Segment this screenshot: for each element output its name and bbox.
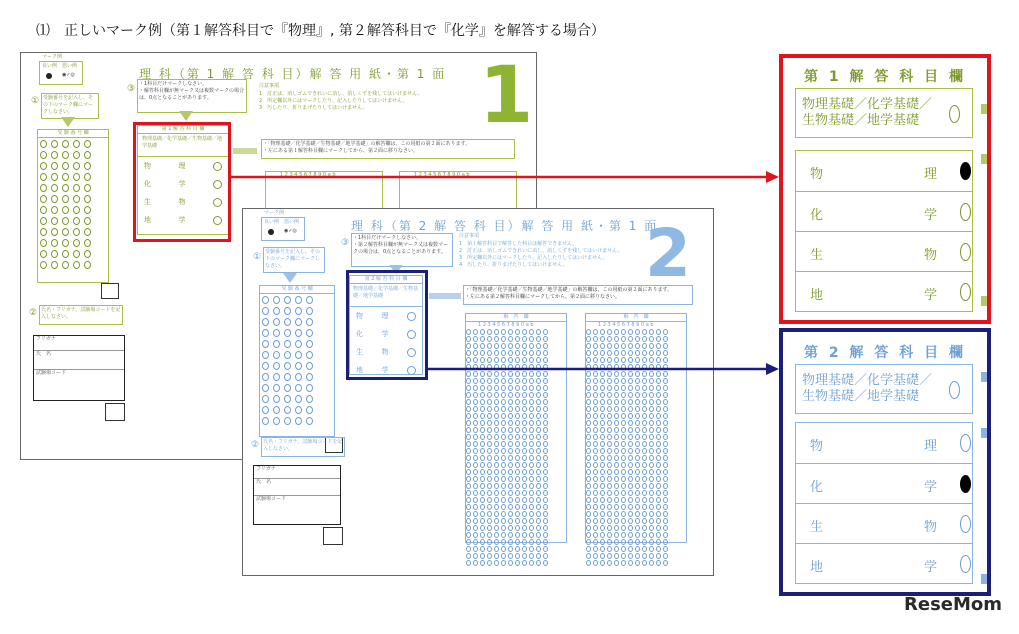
zoom-basic-line1: 物理基礎／化学基礎／: [802, 97, 933, 112]
arrow-note: ・「物理基礎／化学基礎／生物基礎／地学基礎」の解答欄は、この用紙の第２面にあります。 ・左にある第１解答科目欄にマークしてから、第２面に移りなさい。: [261, 139, 515, 159]
bubble-empty[interactable]: [960, 434, 971, 452]
side-tab-icon: [981, 372, 987, 382]
subject-left-char: 物: [356, 312, 363, 320]
note-item: 1 第１解答科目で解答した科目は解答できません。: [459, 241, 578, 247]
venue-code-label: 試験場コード: [256, 496, 287, 502]
zoom-subject-left: 地: [810, 560, 824, 575]
bad-example-label: 悪い例: [62, 63, 78, 69]
sheet-big-number: 2: [645, 215, 691, 292]
bubble-empty[interactable]: [960, 555, 971, 573]
side-tab-icon: [981, 296, 987, 306]
answer-digits: 1 2 3 4 5 6 7 8 9 0 a b: [478, 322, 534, 328]
zoom-subject-list: [795, 422, 973, 584]
red-connector-arrow: [231, 171, 779, 183]
bubble-filled[interactable]: [960, 162, 971, 180]
note-item: 4 汚したり、折りまげたりしてはいけません。: [459, 262, 568, 268]
subject-right-char: 学: [381, 330, 389, 338]
subject-left-char: 地: [356, 366, 363, 374]
side-tab-icon: [981, 154, 987, 164]
zoom-subject-row: [796, 543, 972, 583]
zoom-title: 第 1 解 答 科 目 欄: [804, 69, 966, 85]
subject-left-char: 生: [144, 198, 151, 206]
zoom-subject-row: [796, 463, 972, 503]
name-label: 氏 名: [34, 351, 124, 370]
answer-header: 解 答 欄: [586, 314, 686, 322]
answer-header: 解 答 欄: [466, 314, 566, 322]
step-3-number: ③: [127, 84, 136, 94]
step-2-number: ②: [251, 440, 260, 450]
side-tab-icon: [981, 574, 987, 584]
answer-digits: 1 2 3 4 5 6 7 8 9 0 a b: [414, 172, 470, 178]
bad-mark-icons: ◉✓◎: [62, 72, 75, 78]
arrow-note: ・「物理基礎／化学基礎／生物基礎／地学基礎」の解答欄は、この用紙の第２面にあります。 ・左にある第２解答科目欄にマークしてから、第２面に移りなさい。: [463, 285, 693, 305]
page-heading: ⑴ 正しいマーク例（第１解答科目で『物理』, 第２解答科目で『化学』を解答する場合）: [36, 23, 605, 39]
note-item: 3 汚したり、折りまげたりしてはいけません。: [259, 105, 368, 111]
zoom-subject-left: 物: [810, 439, 824, 454]
notes-title: 注意事項: [259, 83, 280, 89]
subject-left-char: 生: [356, 348, 363, 356]
bubble-filled[interactable]: [960, 475, 971, 493]
subject-box-title: 第 2 解 答 科 目 欄: [350, 276, 422, 284]
subject-left-char: 地: [144, 216, 151, 224]
furigana-label: フリガナ: [254, 466, 340, 479]
bad-mark-icons: ◉✓◎: [284, 228, 297, 234]
zoom-basic-box: [795, 364, 973, 414]
mark-example-label: マーク例: [42, 54, 63, 60]
zoom-subject-row: [796, 231, 972, 271]
good-example-label: 良い例: [264, 219, 280, 225]
zoom-title: 第 2 解 答 科 目 欄: [804, 345, 966, 361]
zoom-subject-right: 学: [924, 480, 938, 495]
zoom-subject-row: [796, 271, 972, 311]
step-3-number: ③: [341, 238, 350, 248]
step-1-box: 受験番号を記入し、その下のマーク欄にマークしなさい。: [41, 93, 99, 119]
step-2-number: ②: [29, 308, 38, 318]
subject-left-char: 物: [144, 162, 151, 170]
note-item: 2 訂正は、消しゴムできれいに消し、消しくずを残してはいけません。: [459, 248, 623, 254]
zoom-subject-right: 理: [924, 167, 938, 182]
step-1-number: ①: [31, 96, 40, 106]
zoom-subject-left: 生: [810, 520, 824, 535]
subject-basic: 物理基礎／化学基礎／生物基礎／地学基礎: [138, 134, 228, 157]
step-2-box: 氏名・フリガナ、試験場コードを記入しなさい。: [261, 437, 345, 457]
zoom-subject-right: 理: [924, 439, 938, 454]
note-item: 2 所定欄以外にはマークしたり、記入したりしてはいけません。: [259, 98, 408, 104]
answer-digits: 1 2 3 4 5 6 7 8 9 0 a b: [598, 322, 654, 328]
subject-right-char: 理: [381, 312, 389, 320]
subject-left-char: 化: [356, 330, 363, 338]
furigana-label: フリガナ: [34, 336, 124, 351]
zoom-subject-row: [796, 423, 972, 463]
zoom-panel-subject2: [779, 328, 991, 596]
zoom-subject-list: [795, 150, 973, 312]
subject-right-char: 学: [381, 366, 389, 374]
zoom-subject-right: 学: [924, 560, 938, 575]
bad-example-label: 悪い例: [284, 219, 300, 225]
exam-number-label: 受 験 番 号 欄: [38, 130, 108, 138]
good-example-label: 良い例: [42, 63, 58, 69]
zoom-basic-line1: 物理基礎／化学基礎／: [802, 373, 933, 388]
exam-number-label: 受 験 番 号 欄: [260, 286, 334, 294]
zoom-subject-left: 物: [810, 167, 824, 182]
subject-right-char: 物: [381, 348, 389, 356]
bubble-empty[interactable]: [960, 515, 971, 533]
zoom-subject-left: 生: [810, 248, 824, 263]
bubble-empty[interactable]: [960, 243, 971, 261]
subject-right-char: 理: [178, 162, 186, 170]
sheet-big-number: 1: [479, 51, 534, 141]
bubble-empty[interactable]: [960, 283, 971, 301]
zoom-subject-row: [796, 191, 972, 231]
zoom-panel-subject1: [779, 54, 991, 324]
subject-left-char: 化: [144, 180, 151, 188]
side-tab-icon: [981, 104, 987, 114]
note-item: 3 所定欄以外にはマークしたり、記入したりしてはいけません。: [459, 255, 608, 261]
subject-right-char: 学: [178, 216, 186, 224]
zoom-subject-right: 学: [924, 208, 938, 223]
subject-box-title: 第 1 解 答 科 目 欄: [138, 126, 228, 134]
side-tab-icon: [981, 428, 987, 438]
subject-right-char: 物: [178, 198, 186, 206]
step-2-box: 氏名・フリガナ、試験場コードを記入しなさい。: [39, 305, 123, 325]
zoom-basic-box: [795, 88, 973, 138]
answer-digits: 1 2 3 4 5 6 7 8 9 0 a b: [280, 172, 336, 178]
bubble-basic[interactable]: [949, 105, 960, 123]
step-3-box: ・1科目だけマークしなさい。 ・第２解答科目欄が無マーク又は複数マークの場合は、0点となることがあります。: [351, 233, 453, 267]
zoom-subject-left: 化: [810, 208, 824, 223]
navy-connector-arrow: [428, 363, 779, 375]
step-1-box: 受験番号を記入し、その下のマーク欄にマークしなさい。: [263, 247, 325, 273]
step-3-box: ・1科目だけマークしなさい。 ・解答科目欄が無マーク又は複数マークの場合は、0点となることがあります。: [137, 79, 247, 113]
bubble-empty[interactable]: [960, 203, 971, 221]
zoom-basic-line2: 生物基礎／地学基礎: [802, 389, 920, 404]
zoom-subject-left: 地: [810, 288, 824, 303]
note-item: 1 訂正は、消しゴムできれいに消し、消しくずを残してはいけません。: [259, 91, 423, 97]
mark-example-label: マーク例: [264, 210, 285, 216]
notes-title: 注意事項: [459, 233, 480, 239]
sheet-title: 理 科（第 1 解 答 科 目）解 答 用 紙・第 1 面: [139, 67, 447, 81]
subject-basic: 物理基礎／化学基礎／生物基礎／地学基礎: [350, 284, 422, 307]
sheet-title: 理 科（第 2 解 答 科 目）解 答 用 紙・第 1 面: [351, 219, 659, 233]
venue-code-label: 試験場コード: [36, 370, 67, 376]
resemom-logo: ReseMom: [904, 594, 1003, 615]
zoom-basic-line2: 生物基礎／地学基礎: [802, 113, 920, 128]
zoom-subject-right: 物: [924, 520, 938, 535]
bubble-basic[interactable]: [949, 381, 960, 399]
subject-right-char: 学: [178, 180, 186, 188]
step-1-number: ①: [253, 252, 262, 262]
zoom-subject-right: 学: [924, 288, 938, 303]
zoom-subject-row: [796, 503, 972, 543]
zoom-subject-row: [796, 151, 972, 191]
zoom-subject-left: 化: [810, 480, 824, 495]
zoom-subject-right: 物: [924, 248, 938, 263]
name-label: 氏 名: [254, 479, 340, 496]
